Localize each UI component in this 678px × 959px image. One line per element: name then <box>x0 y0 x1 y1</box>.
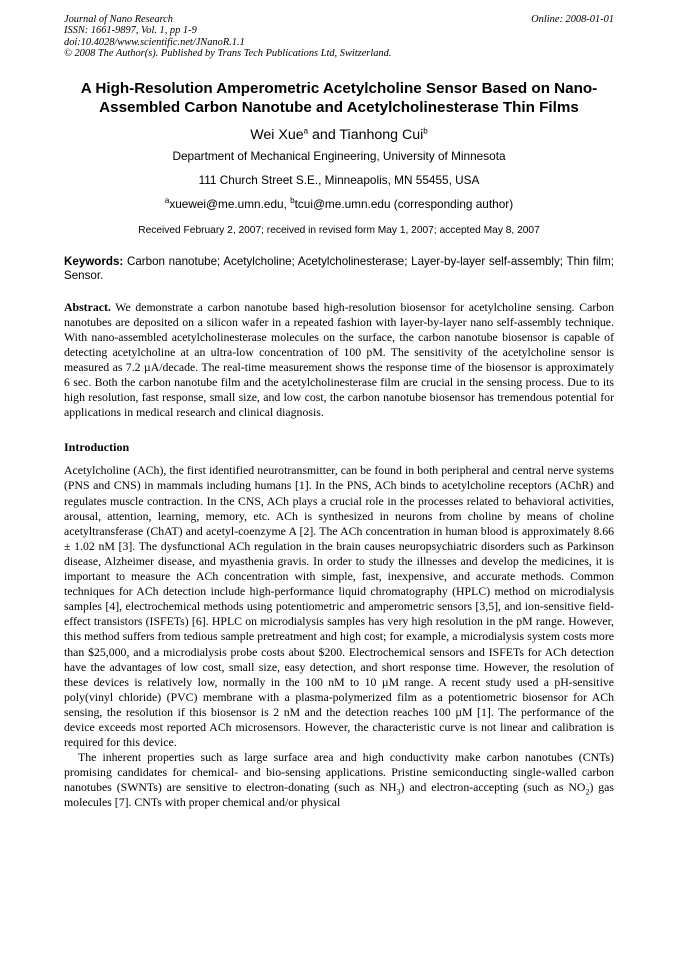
email-b: tcui@me.umn.edu (corresponding author) <box>294 196 514 211</box>
paragraph-text: ) gas molecules [7]. CNTs with proper chemical and/or physical <box>64 780 614 810</box>
journal-name: Journal of Nano Research <box>64 14 173 25</box>
journal-copyright: © 2008 The Author(s). Published by Trans Tech Publications Ltd, Switzerland. <box>64 48 392 60</box>
abstract <box>64 300 614 421</box>
affiliation-department: Department of Mechanical Engineering, University of Minnesota <box>172 148 506 163</box>
paper-title: A High-Resolution Amperometric Acetylcholine Sensor Based on Nano-Assembled Carbon Nanotube and Acetylcholinesterase Thin Films <box>80 79 598 116</box>
abstract-label: Abstract. <box>64 299 111 314</box>
body-paragraph <box>64 750 614 810</box>
keywords-text: Carbon nanotube; Acetylcholine; Acetylcholinesterase; Layer-by-layer self-assembly; Thin film; Sensor. <box>64 254 614 282</box>
author-list <box>64 126 614 144</box>
journal-header <box>64 14 614 60</box>
email-superscript: a <box>164 195 170 205</box>
journal-doi: doi:10.4028/www.scientific.net/JNanoR.1.1 <box>64 36 245 48</box>
body-paragraph: Acetylcholine (ACh), the first identified neurotransmitter, can be found in both peripheral and central nerve systems (PNS and CNS) in mammals including humans [1]. In the PNS, ACh binds to acetylcholine receptors (AChR) and regulates muscle contraction. In the CNS, ACh plays a crucial role in the processes related to behavioral activities, arousal, attention, learning, memory, etc. ACh is synthesized in neurons from choline by means of choline acetyltransferase (ChAT) and acetyl-coenzyme A [2]. The ACh concentration in human blood is approximately 8.66 ± 1.02 nM [3]. The dysfunctional ACh regulation in the brain causes neuropsychiatric disorders such as Parkinson disease, Alzheimer disease, and myasthenia gravis. In order to study the illnesses and develop the medicines, it is important to measure the ACh concentration with simple, fast, inexpensive, and accurate methods. Common techniques for ACh detection include high-performance liquid chromatography (HPLC) method on microdialysis samples [4], electrochemical methods using potentiometric and amperometric sensors [3,5], and ion-sensitive field-effect transistors (ISFETs) [6]. HPLC on microdialysis samples has very high resolution in the pM range. However, this method suffers from tedious sample pretreatment and high cost; for example, a microdialysis system costs more than $25,000, and a microdialysis probe costs about $200. Electrochemical sensors and ISFETs for ACh detection have the advantages of low cost, small size, easy detection, and short response time. However, the resolution of these devices is relatively low, normally in the 100 nM to 10 µM range. A recent study used a pH-sensitive poly(vinyl chloride) (PVC) membrane with a plasma-polymerized film as a potentiometric biosensor for ACh sensing, the resolution if this biosensor is 2 nM and the detection reaches 100 µM [1]. The performance of the device exceeds most reported ACh microsensors. However, the characteristic curve is not linear and calibration is required for this device. <box>64 463 614 750</box>
subscript: 2 <box>585 787 590 797</box>
journal-issn: ISSN: 1661-9897, Vol. 1, pp 1-9 <box>64 25 197 37</box>
author-superscript: a <box>303 125 309 135</box>
keywords <box>64 255 614 283</box>
section-heading-introduction: Introduction <box>64 440 130 455</box>
subscript: 3 <box>396 787 401 797</box>
author-conjunction: and <box>308 126 340 143</box>
affiliation-address: 111 Church Street S.E., Minneapolis, MN 55455, USA <box>198 172 480 187</box>
email-superscript: b <box>290 195 295 205</box>
online-date: Online: 2008-01-01 <box>531 14 614 25</box>
email-a: xuewei@me.umn.edu, <box>169 196 291 211</box>
paragraph-text: ) and electron-accepting (such as NO <box>400 780 586 795</box>
author-superscript: b <box>423 125 428 135</box>
author-name: Wei Xue <box>250 126 304 143</box>
author-emails <box>64 193 614 216</box>
keywords-label: Keywords: <box>64 254 124 268</box>
paragraph-text: The inherent properties such as large surface area and high conductivity make carbon nanotubes (CNTs) promising candidates for chemical- and bio-sensing applications. Pristine semiconducting single-walled carbon nanotubes (SWNTs) are sensitive to electron-donating (such as NH <box>64 750 614 795</box>
received-dates: Received February 2, 2007; received in revised form May 1, 2007; accepted May 8, 2007 <box>138 224 540 236</box>
abstract-text: We demonstrate a carbon nanotube based high-resolution biosensor for acetylcholine sensing. Carbon nanotubes are deposited on a silicon wafer in a repeated fashion with layer-by-layer nano self-assembly technique. With nano-assembled acetylcholinesterase molecules on the surface, the carbon nanotube biosensor is capable of detecting acetylcholine at an ultra-low concentration of 100 pM. The sensitivity of the acetylcholine sensor is measured as 7.2 µA/decade. The real-time measurement shows the response time of the biosensor is approximately 6 sec. Both the carbon nanotube film and the acetylcholinesterase film are crucial in the sensing process. Due to its high resolution, fast response, small size, and low cost, the carbon nanotube biosensor has tremendous potential for applications in medical research and clinical diagnosis. <box>64 299 614 420</box>
author-name: Tianhong Cui <box>339 126 424 143</box>
